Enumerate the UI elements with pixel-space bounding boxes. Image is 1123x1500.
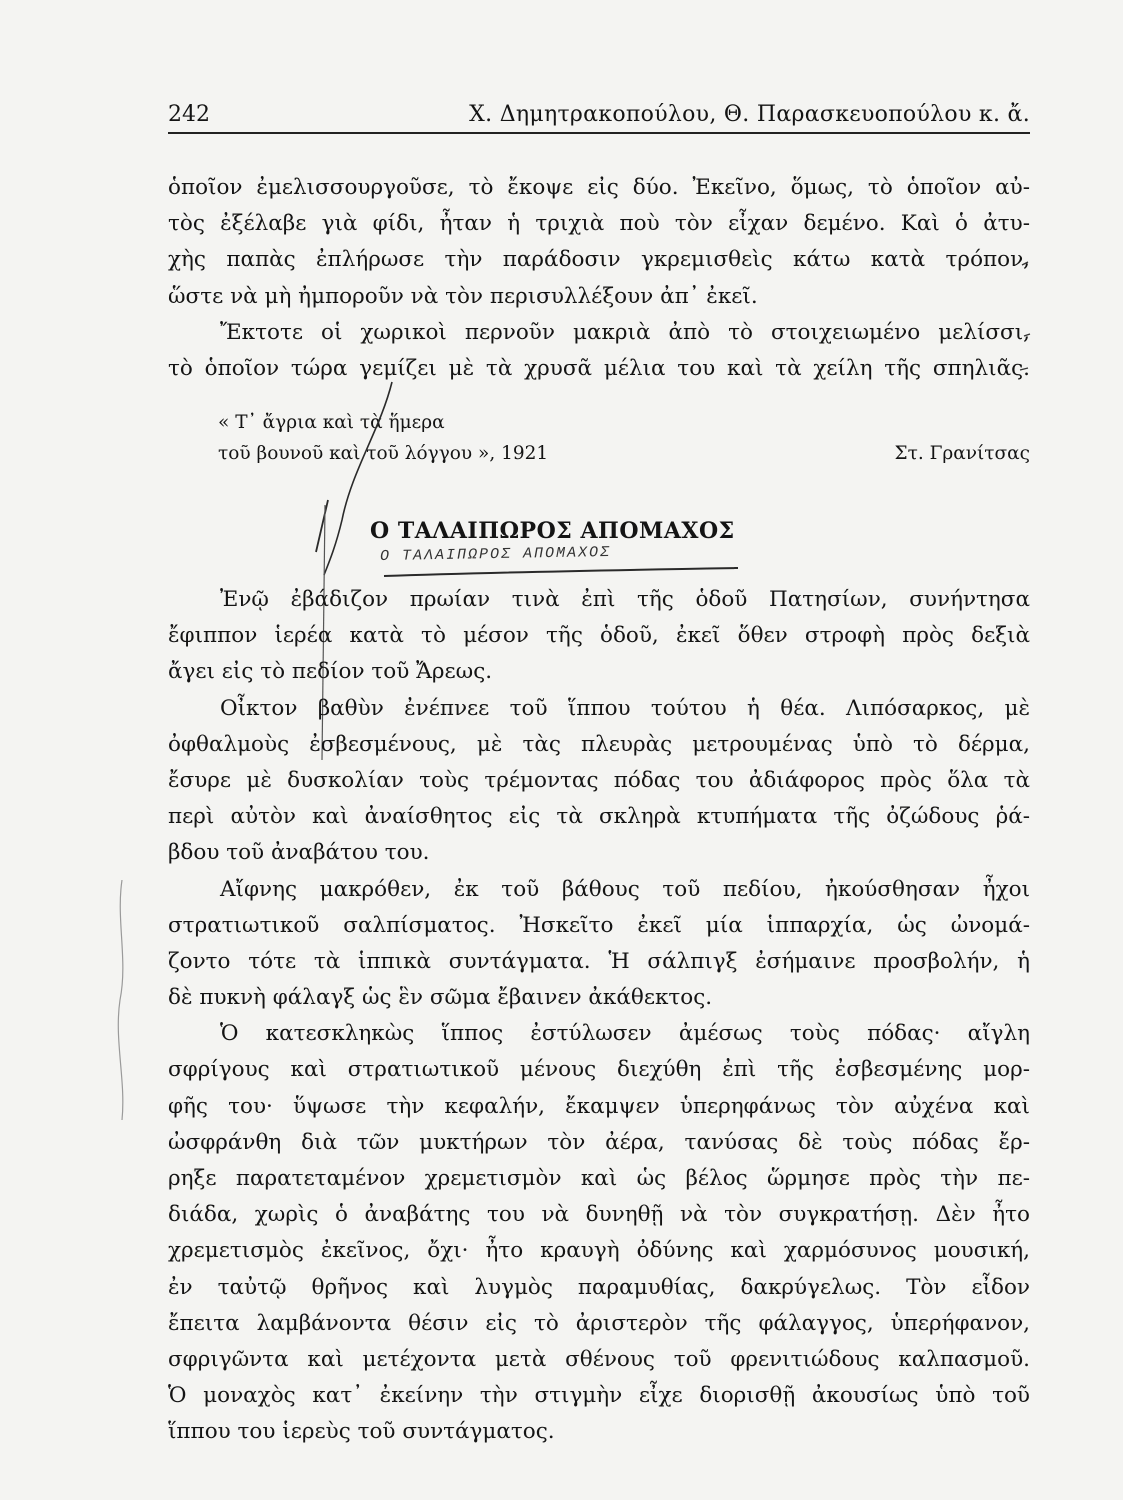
text-line: σφρίγους καὶ στρατιωτικοῦ μένους διεχύθη ἐπὶ τῆς ἐσβεσμένης μορ-	[168, 1057, 1030, 1083]
citation-source: τοῦ βουνοῦ καὶ τοῦ λόγγου », 1921	[218, 443, 549, 464]
text-line: τὸ ὁποῖον τώρα γεμίζει μὲ τὰ χρυσᾶ μέλια του καὶ τὰ χείλη τῆς σπηλιᾶς.	[168, 355, 1030, 381]
intro-paragraph	[168, 170, 1030, 315]
text-line: τὸς ἐξέλαβε γιὰ φίδι, ἦταν ἡ τριχιὰ ποὺ τὸν εἶχαν δεμένο. Καὶ ὁ ἀτυ-	[168, 211, 1030, 237]
text-line: Ἐνῷ ἐβάδιζον πρωίαν τινὰ ἐπὶ τῆς ὁδοῦ Πατησίων, συνήντησα	[220, 587, 1030, 612]
text-line: ὠσφράνθη διὰ τῶν μυκτήρων τὸν ἀέρα, τανύσας δὲ τοὺς πόδας ἔρ-	[168, 1129, 1030, 1155]
story-paragraph	[168, 691, 1030, 872]
text-line: διάδα, χωρὶς ὁ ἀναβάτης του νὰ δυνηθῇ νὰ τὸν συγκρατήσῃ. Δὲν ἦτο	[168, 1202, 1030, 1228]
text-line: Οἶκτον βαθὺν ἐνέπνεε τοῦ ἵππου τούτου ἡ θέα. Λιπόσαρκος, μὲ	[220, 695, 1030, 721]
intro-text	[168, 170, 1030, 387]
text-line: ἄγει εἰς τὸ πεδίον τοῦ Ἄρεως.	[168, 659, 493, 685]
text-line: ὥστε νὰ μὴ ἠμποροῦν νὰ τὸν περισυλλέξουν ἀπ᾽ ἐκεῖ.	[168, 283, 758, 309]
story-paragraph	[168, 872, 1030, 1017]
story-paragraph	[168, 582, 1030, 691]
text-line: ἔφιππον ἱερέα κατὰ τὸ μέσον τῆς ὁδοῦ, ἐκεῖ ὅθεν στροφὴ πρὸς δεξιὰ	[168, 623, 1030, 649]
text-line: δὲ πυκνὴ φάλαγξ ὡς ἓν σῶμα ἔβαινεν ἀκάθεκτος.	[168, 985, 713, 1011]
text-line: φῆς του· ὕψωσε τὴν κεφαλήν, ἔκαμψεν ὑπερηφάνως τὸν αὐχένα καὶ	[168, 1093, 1030, 1119]
text-line: Αἴφνης μακρόθεν, ἐκ τοῦ βάθους τοῦ πεδίου, ἠκούσθησαν ἦχοι	[220, 876, 1030, 902]
text-line: ζοντο τότε τὰ ἱππικὰ συντάγματα. Ἡ σάλπιγξ ἐσήμαινε προσβολήν, ἡ	[168, 948, 1030, 974]
text-line: Ὁ μοναχὸς κατ᾽ ἐκείνην τὴν στιγμὴν εἶχε διορισθῇ ἀκουσίως ὑπὸ τοῦ	[168, 1383, 1030, 1409]
text-line: χὴς παπὰς ἐπλήρωσε τὴν παράδοσιν γκρεμισθεὶς κάτω κατὰ τρόπον,	[168, 247, 1030, 273]
text-line: ὁποῖον ἐμελισσουργοῦσε, τὸ ἔκοψε εἰς δύο. Ἐκεῖνο, ὅμως, τὸ ὁποῖον αὐ-	[168, 175, 1030, 200]
text-line: ἔπειτα λαμβάνοντα θέσιν εἰς τὸ ἀριστερὸν τῆς φάλαγγος, ὑπερήφανον,	[168, 1310, 1030, 1336]
story-body	[168, 582, 1030, 1451]
margin-scribble	[112, 880, 132, 1120]
citation	[218, 407, 1030, 469]
text-line: στρατιωτικοῦ σαλπίσματος. Ἠσκεῖτο ἐκεῖ μία ἱππαρχία, ὡς ὠνομά-	[168, 912, 1030, 938]
text-line: Ἔκτοτε οἱ χωρικοὶ περνοῦν μακριὰ ἀπὸ τὸ στοιχειωμένο μελίσσι,	[220, 319, 1030, 345]
text-line: ρηξε παρατεταμένον χρεμετισμὸν καὶ ὡς βέλος ὥρμησε πρὸς τὴν πε-	[168, 1166, 1030, 1191]
text-line: ἔσυρε μὲ δυσκολίαν τοὺς τρέμοντας πόδας του ἀδιάφορος πρὸς ὅλα τὰ	[168, 767, 1030, 793]
text-line: ἐν ταὐτῷ θρῆνος καὶ λυγμὸς παραμυθίας, δακρύγελως. Τὸν εἶδον	[168, 1274, 1030, 1300]
text-line: χρεμετισμὸς ἐκεῖνος, ὄχι· ἦτο κραυγὴ ὀδύνης καὶ χαρμόσυνος μουσική,	[168, 1238, 1030, 1264]
text-line: περὶ αὐτὸν καὶ ἀναίσθητος εἰς τὰ σκληρὰ κτυπήματα τῆς ὀζώδους ῥά-	[168, 804, 1030, 830]
text-line: Ὁ κατεσκληκὼς ἵππος ἐστύλωσεν ἀμέσως τοὺς πόδας· αἴγλη	[220, 1021, 1030, 1047]
text-line: βδου τοῦ ἀναβάτου του.	[168, 840, 430, 866]
running-head: Χ. Δημητρακοπούλου, Θ. Παρασκευοπούλου κ. ἄ.	[469, 102, 1030, 127]
text-line: ἵππου του ἱερεὺς τοῦ συντάγματος.	[168, 1419, 555, 1445]
story-title: Ο ΤΑΛΑΙΠΩΡΟΣ ΑΠΟΜΑΧΟΣ	[370, 518, 735, 544]
intro-paragraph	[168, 315, 1030, 387]
header-rule	[168, 132, 1030, 134]
page-number: 242	[168, 102, 210, 127]
handwritten-note: Ο ΤΑΛΑΙΠΩΡΟΣ ΑΠΟΜΑΧΟΣ	[379, 543, 612, 566]
story-paragraph	[168, 1016, 1030, 1450]
text-line: ὀφθαλμοὺς ἐσβεσμένους, μὲ τὰς πλευρὰς μετρουμένας ὑπὸ τὸ δέρμα,	[168, 731, 1030, 757]
text-line: σφριγῶντα καὶ μετέχοντα μετὰ σθένους τοῦ φρενιτιώδους καλπασμοῦ.	[168, 1346, 1030, 1372]
citation-title: « Τ᾽ ἄγρια καὶ τὰ ἥμερα	[218, 412, 445, 433]
citation-author: Στ. Γρανίτσας	[894, 443, 1030, 464]
